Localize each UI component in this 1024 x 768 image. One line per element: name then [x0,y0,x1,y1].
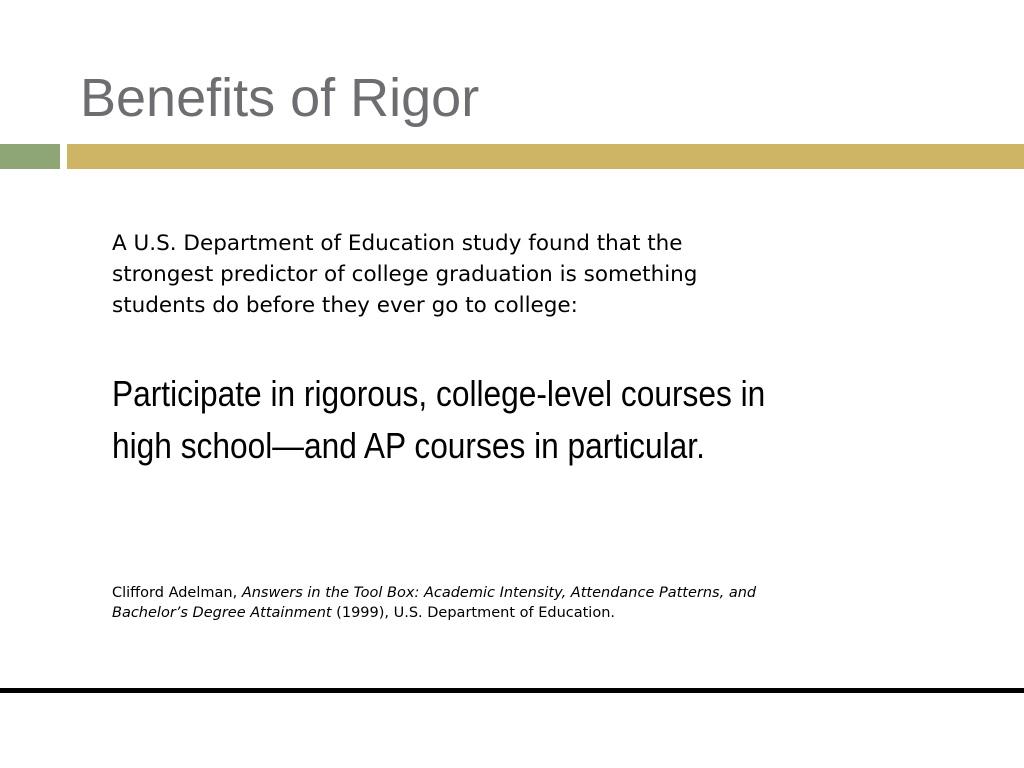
accent-bar-green [0,144,60,169]
citation-details: (1999), U.S. Department of Education. [331,605,616,621]
citation-work-title: Bachelor’s Degree Attainment [112,605,332,621]
slide-title: Benefits of Rigor [80,68,480,128]
intro-line: strongest predictor of college graduation is something [112,262,698,287]
intro-paragraph [112,228,912,321]
emphasis-statement [112,368,834,472]
intro-line: A U.S. Department of Education study found that the [112,231,683,256]
citation-work-title: Answers in the Tool Box: Academic Intensity, Attendance Patterns, and [241,585,757,601]
emphasis-line: Participate in rigorous, college-level courses in [112,373,766,414]
accent-bar-gold [67,144,1024,169]
citation-author: Clifford Adelman, [112,585,242,601]
citation [112,583,912,623]
intro-line: students do before they ever go to college: [112,293,578,318]
emphasis-line: high school—and AP courses in particular. [112,425,705,466]
bottom-rule [0,688,1024,693]
